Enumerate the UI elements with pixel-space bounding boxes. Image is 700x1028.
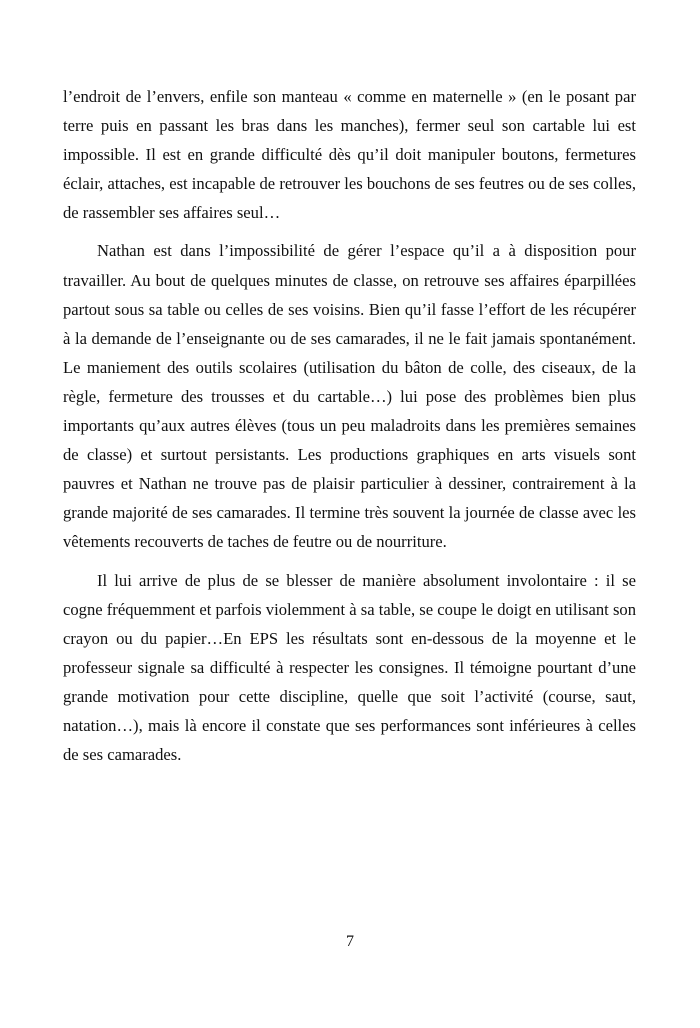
paragraph-1: l’endroit de l’envers, enfile son manteau « comme en maternelle » (en le posant par terre puis en passant les bras dans les manches), fermer seul son cartable lui est impossible. Il est en grande difficulté dès qu’il doit manipuler boutons, fermetures éclair, attaches, est incapable de retrouver les bouchons de ses feutres ou de ses colles, de rassembler ses affaires seul… [63,87,636,223]
page-number: 7 [346,933,354,950]
paragraph-2: Nathan est dans l’impossibilité de gérer l’espace qu’il a à disposition pour travailler. Au bout de quelques minutes de classe, on retrouve ses affaires éparpillées partout sous sa table ou celles de ses voisins. Bien qu’il fasse l’effort de les récupérer à la demande de l’enseignante ou de ses camarades, il ne le fait jamais spontanément. Le maniement des outils scolaires (utilisation du bâton de colle, des ciseaux, de la règle, fermeture des trousses et du cartable…) lui pose des problèmes bien plus importants qu’aux autres élèves (tous un peu maladroits dans les premières semaines de classe) et surtout persistants. Les productions graphiques en arts visuels sont pauvres et Nathan ne trouve pas de plaisir particulier à dessiner, contrairement à la grande majorité de ses camarades. Il termine très souvent la journée de classe avec les vêtements recouverts de taches de feutre ou de nourriture. [63,241,636,552]
body-text [63,82,636,778]
paragraph-3: Il lui arrive de plus de se blesser de manière absolument involontaire : il se cogne fréquemment et parfois violemment à sa table, se coupe le doigt en utilisant son crayon ou du papier…En EPS les résultats sont en-dessous de la moyenne et le professeur signale sa difficulté à respecter les consignes. Il témoigne pourtant d’une grande motivation pour cette discipline, quelle que soit l’activité (course, saut, natation…), mais là encore il constate que ses performances sont inférieures à celles de ses camarades. [63,570,636,765]
